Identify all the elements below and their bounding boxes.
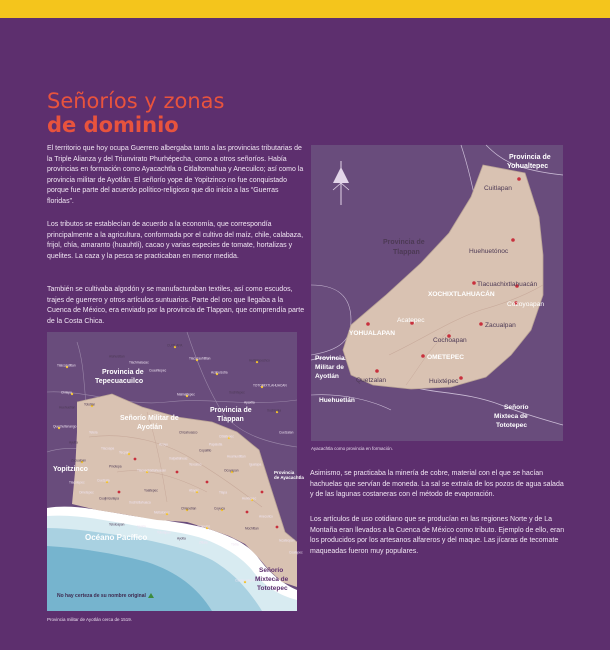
map2-place-label: Acahuizotla xyxy=(211,370,228,375)
label-tlappan-2: Tlappan xyxy=(393,249,420,256)
map2-place-label: Acapulco xyxy=(197,524,211,529)
map2-place-label: Huixtepec xyxy=(242,496,257,501)
right-paragraph-1: Asimismo, se practicaba la minería de cobre, material con el que se hacían hachuelas que servían de moneda. La sal se extraía de los pozos de agua salada y de las lagunas costaneras con el método de evaporación. xyxy=(310,470,564,499)
label-tototepec-2: Mixteca de xyxy=(494,413,528,420)
map2-place-label: Ocoyapan xyxy=(224,468,239,473)
town-cochoapan: Cochoapan xyxy=(433,337,467,344)
map2-place-label: Apaxtla xyxy=(244,400,255,405)
map2-place-label: Huehuetlan xyxy=(59,405,76,410)
label-tototepec-3: Tototepec xyxy=(496,422,528,429)
map2-place-label: Tlacoachixtlahuacan xyxy=(137,468,167,473)
label-yohualtepec-1: Provincia de xyxy=(509,154,551,161)
map2-place-label: Tototlan xyxy=(84,402,96,407)
label-ayotlan-1: Provincia xyxy=(315,355,345,362)
region-ayotlan-1: Señorío Militar de xyxy=(120,415,179,422)
map2-place-label: Atoyac xyxy=(189,488,199,493)
map2-place-label: Zitlala xyxy=(199,540,208,545)
map2-place-label: Iguala xyxy=(137,524,146,529)
map2-place-label: Igualapa xyxy=(249,462,262,467)
intro-paragraph-3: También se cultivaba algodón y se manufacturaban textiles, así como escudos, trajes de guerrero y otros artículos suntuarios. Parte del oro que llegaba a la Cuenca de México, era enviado por la provincia de Tlappan, que comprendía parte de la Costa Chica. xyxy=(47,286,305,325)
region-ayacachtla-1: Provincia xyxy=(274,470,295,475)
town-huehuetonoc: Huehuetónoc xyxy=(469,248,509,255)
page-title-line1: Señoríos y zonas xyxy=(47,89,225,113)
map2-place-label: Tlachmalacac xyxy=(129,360,149,365)
map2-place-label: Mochitlan xyxy=(245,526,259,531)
label-ayotlan-3: Ayotlán xyxy=(315,373,339,380)
map2-place-label: Teloloapan xyxy=(109,522,125,527)
map2-place-label: Chilapa xyxy=(61,390,72,395)
map2-place-label: Tlalcozotitlan xyxy=(57,363,76,368)
map2-place-label: Malinaltepec xyxy=(177,392,195,397)
label-ayotlan-2: Militar de xyxy=(315,364,344,371)
page-title-line2: de dominio xyxy=(47,113,179,137)
town-tlacuachixtlahuacan: Tlacuachixtlahuacán xyxy=(477,281,538,288)
map2-place-label: Citlaltepec xyxy=(219,434,234,439)
label-yohualtepec-2: Yohualtepec xyxy=(507,163,549,170)
region-tlappan-1: Provincia de xyxy=(210,407,252,414)
intro-paragraph-1: El territorio que hoy ocupa Guerrero albergaba tanto a las provincias tributarias de la Triple Alianza y del Triunvirato Phurhépecha, como a otros señoríos. Había provincias en formación como Ayacachtla o Citlaltomahua y Anecuilco; así como la provincia militar de Ayotlán. El señorío yope de Yopitzinco no fue conquistado porque fue parte del acuerdo político-religioso que dio inicio a las “Guerras floridas”. xyxy=(47,145,304,205)
map2-place-label: CUITLAPA xyxy=(167,343,183,348)
map2-place-label: Xochitepec xyxy=(229,390,245,395)
map2-place-label: Ometepec xyxy=(79,490,94,495)
map2-note: No hay certeza de su nombre original xyxy=(57,593,146,599)
map2-place-label: Huamuxtitlan xyxy=(227,454,246,459)
map2-place-label: Azoyu xyxy=(159,442,168,447)
map2-place-label: Yoaltepec xyxy=(144,488,158,493)
map2-place-label: Alahuistlan xyxy=(109,354,125,359)
map2-place-label: Pinotepa xyxy=(109,464,122,469)
region-tototepec-3: Tototepec xyxy=(257,585,288,592)
town-zacualpan: Zacualpan xyxy=(485,322,516,329)
town-xochixtlahuacan: XOCHIXTLAHUACÁN xyxy=(428,291,495,298)
map2-place-label: Zacualpan xyxy=(71,458,86,463)
town-quetzalan: Quetzalan xyxy=(356,377,387,384)
map2-place-label: Metlatonoc xyxy=(154,510,170,515)
region-yopitzinco: Yopitzinco xyxy=(53,466,88,473)
map2-place-label: Texcalco xyxy=(189,462,202,467)
ayacachtla-map xyxy=(311,145,563,441)
map2-place-label: Cacahuatepec xyxy=(235,578,256,583)
map2-place-label: Huitzilopochco xyxy=(249,358,270,363)
town-cuitlapan: Cuitlapan xyxy=(484,185,512,192)
region-tlappan-2: Tlappan xyxy=(217,416,244,423)
map2-place-label: Papalutla xyxy=(209,442,223,447)
region-ayacachtla-2: de Ayacachtla xyxy=(274,475,304,480)
map2-place-label: Tlapa xyxy=(219,490,227,495)
map2-place-label: Chiepetlan xyxy=(181,506,197,511)
town-huehuetlan: Huehuetlán xyxy=(319,397,355,404)
map2-place-label: Tecpan xyxy=(119,450,130,455)
map2-place-label: Ixcateopan xyxy=(279,538,295,543)
map2-place-label: Chicahuasco xyxy=(179,430,198,435)
ayotlan-map xyxy=(47,332,304,611)
map2-place-label: Coyuca xyxy=(214,506,225,511)
map2-place-label: Ayutla xyxy=(69,440,78,445)
town-acatepec: Acatepec xyxy=(397,317,425,324)
intro-paragraph-2: Los tributos se establecían de acuerdo a la economía, que correspondía principalmente a la agricultura, conformada por el cultivo del maíz, chile, calabaza, frijol, chía, amaranto (huauhtli), cacao y varias especies de tomate, hortalizas y quelites. La caza y la pesca se practicaban en menor medida. xyxy=(47,221,304,260)
region-tepecuacuilco-1: Provincia de xyxy=(102,369,144,376)
label-tlappan-1: Provincia de xyxy=(383,239,425,246)
town-yohualapan: YOHUALAPAN xyxy=(349,330,396,337)
map2-place-label: Totolapan xyxy=(157,530,171,535)
town-huixtepec: Huixtépec xyxy=(429,378,459,385)
map2-place-label: Xochistlahuaca xyxy=(129,500,151,505)
region-tototepec-1: Señorío xyxy=(259,567,284,574)
map2-place-label: TOTOMIXTLAHUACAN xyxy=(253,383,287,388)
map2-place-label: Tlacotepec xyxy=(69,480,85,485)
map2-place-label: Xalpatlahuac xyxy=(169,456,188,461)
town-ometepec: OMETEPEC xyxy=(427,354,465,361)
map2-place-label: Cuetzala xyxy=(97,478,110,483)
map2-place-label: Anecuilco xyxy=(259,514,273,519)
map1-caption: Ayacachtla como provincia en formación. xyxy=(311,446,393,451)
map2-place-label: Ayotla xyxy=(177,536,186,541)
map2-place-label: Cuauhtepec xyxy=(149,368,167,373)
map2-place-label: Tixtla xyxy=(231,542,239,547)
map2-place-label: Xochipala xyxy=(267,408,281,413)
map2-place-label: Tlacozauhtitlan xyxy=(189,356,211,361)
region-ayotlan-2: Ayotlán xyxy=(137,424,163,431)
town-cozoyoapan: Cozoyoapan xyxy=(507,301,545,308)
region-tototepec-2: Mixteca de xyxy=(255,576,289,583)
map2-place-label: Cuajinicuilapa xyxy=(99,496,119,501)
map2-place-label: Coatepec xyxy=(289,550,303,555)
map2-place-label: Tetela xyxy=(89,430,98,435)
region-ocean: Océano Pacífico xyxy=(85,533,148,542)
label-tototepec-1: Señorío xyxy=(504,404,529,411)
map2-caption: Provincia militar de Ayotlán cerca de 1519. xyxy=(47,617,132,622)
right-paragraph-2: Los artículos de uso cotidiano que se producían en las regiones Norte y de La Montaña eran llevados a la Cuenca de México como tributo. Ejemplo de ello, eran los producidos por los artesanos alfareros y del maque. Las jícaras de tecomate maqueadas fueron muy populares. xyxy=(310,516,565,555)
top-accent-bar xyxy=(0,0,610,18)
map2-place-label: Copalillo xyxy=(199,448,212,453)
map2-place-label: Cuetzalan xyxy=(279,430,294,435)
region-tepecuacuilco-2: Tepecuacuilco xyxy=(95,378,144,385)
map2-place-label: Tlacoapa xyxy=(101,446,115,451)
map2-place-label: Quechultenango xyxy=(53,424,77,429)
